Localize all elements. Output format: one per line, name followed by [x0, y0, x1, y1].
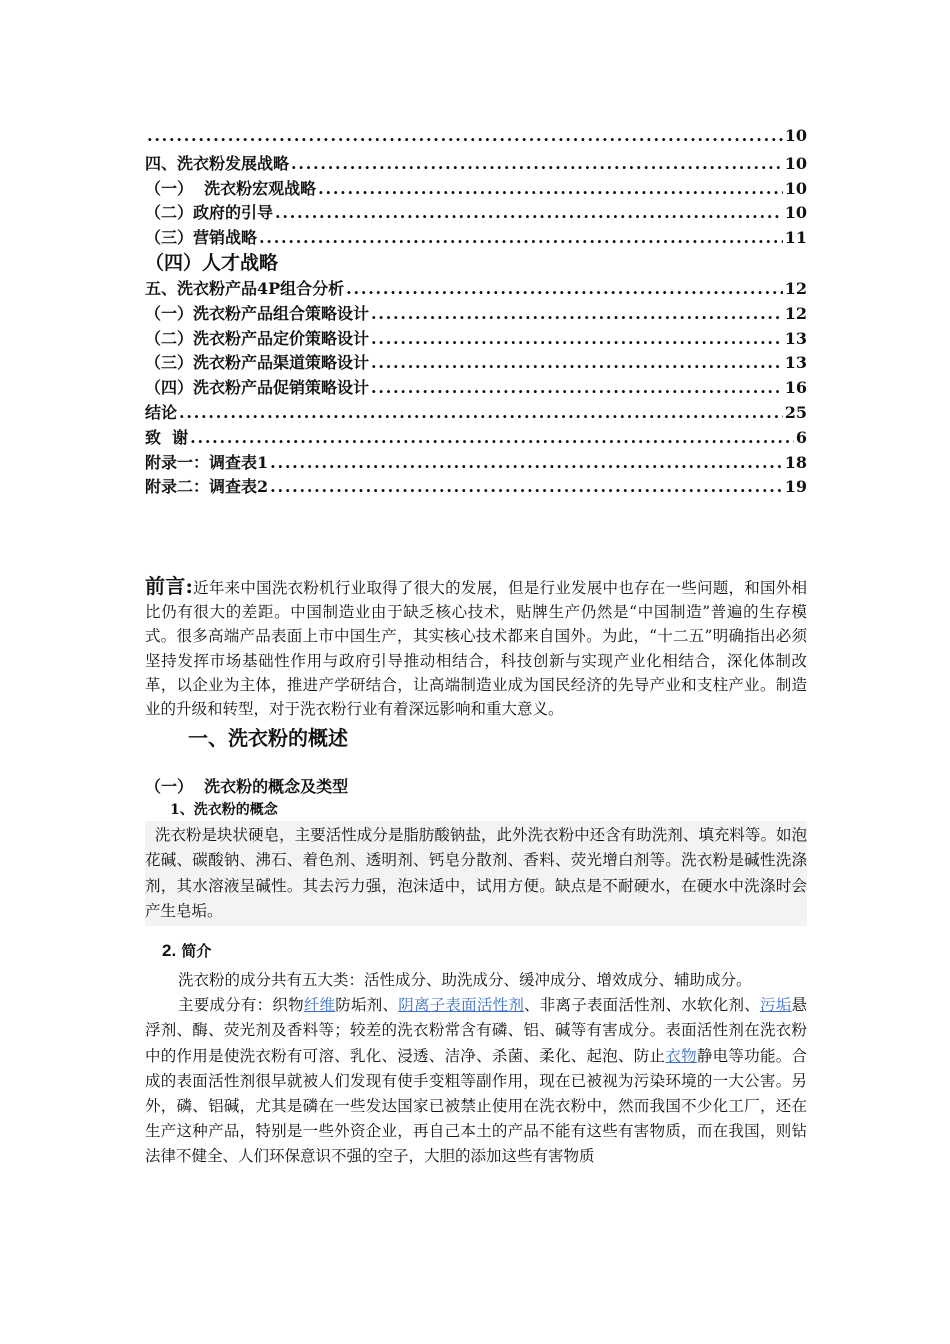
- toc-entry-page: 11: [784, 228, 807, 248]
- text-run: 防垢剂、: [335, 996, 399, 1015]
- preface-paragraph: [145, 574, 807, 721]
- toc-entry-title: （三）营销战略: [145, 228, 258, 248]
- subsubsection-title: 1、洗衣粉的概念: [170, 802, 278, 818]
- toc-entry-title: 结论: [145, 402, 178, 422]
- intro-heading-number: 2.: [162, 941, 177, 960]
- intro-body: [145, 968, 807, 1170]
- link-clothing[interactable]: 衣物: [665, 1046, 697, 1065]
- link-anionic-surfactant[interactable]: 阴离子表面活性剂: [398, 996, 525, 1015]
- toc-entry[interactable]: [145, 326, 807, 351]
- toc-entry[interactable]: [145, 151, 807, 176]
- text-run: 主要成分有：织物: [178, 996, 304, 1015]
- toc-leader: [371, 378, 783, 397]
- toc-entry-page: 19: [784, 477, 807, 497]
- text-run: 悬浮剂、酶、荧光剂及香料等；较差的洗衣粉常含有磷、铝、碱等有害成分。表面活性剂在洗衣粉中的作用是使洗衣粉有可溶、乳化、浸透、洁净、杀菌、柔化、起泡、防止: [145, 996, 807, 1065]
- toc-leader: [270, 453, 783, 472]
- toc-entry-title: 附录一：调查表1: [145, 452, 269, 472]
- text-run: 静电等功能。合成的表面活性剂很早就被人们发现有使手变粗等副作用，现在已被视为污染环境的一大公害。另外，磷、铝碱，尤其是磷在一些发达国家已被禁止使用在洗衣粉中，然而我国不少化工厂，还在生产这种产品，特别是一些外资企业，再自己本土的产品不能有这些有害物质，而在我国，则钻法律不健全、人们环保意识不强的空子，大胆的添加这些有害物质: [145, 1046, 807, 1166]
- toc-entry-title: （二）洗衣粉产品定价策略设计: [145, 328, 370, 348]
- toc-entry-page: 10: [784, 153, 807, 173]
- toc-entry[interactable]: [145, 276, 807, 301]
- toc-entry-title: （三）洗衣粉产品渠道策略设计: [145, 353, 370, 373]
- toc-entry-title: 五、洗衣粉产品4P组合分析: [145, 278, 345, 298]
- toc-entry[interactable]: [145, 350, 807, 375]
- toc-leader: [275, 203, 783, 222]
- text-run: 、非离子表面活性剂、水软化剂、: [524, 996, 760, 1015]
- toc-entry-page: 10: [784, 126, 807, 145]
- toc-entry[interactable]: [145, 450, 807, 475]
- toc-entry-title: （一） 洗衣粉宏观战略: [145, 178, 317, 198]
- intro-heading-label: 简介: [176, 942, 212, 960]
- toc-entry-title: 致 谢: [145, 427, 189, 447]
- toc-entry[interactable]: [145, 425, 807, 450]
- toc-leader: [179, 403, 783, 422]
- toc-entry[interactable]: [145, 400, 807, 425]
- toc-entry-page: 10: [784, 203, 807, 223]
- toc-entry-title: （一）洗衣粉产品组合策略设计: [145, 303, 370, 323]
- toc-leader: [190, 428, 794, 447]
- intro-paragraph-1: 洗衣粉的成分共有五大类：活性成分、助洗成分、缓冲成分、增效成分、辅助成分。: [178, 971, 752, 989]
- link-dirt[interactable]: 污垢: [759, 996, 792, 1015]
- preface-text: 近年来中国洗衣粉机行业取得了很大的发展，但是行业发展中也存在一些问题，和国外相比仍有很大的差距。中国制造业由于缺乏核心技术，贴牌生产仍然是“中国制造”普遍的生存模式。很多高端产品表面上市中国生产，其实核心技术都来自国外。为此，“十二五”明确指出必须坚持发挥市场基础性作用与政府引导推动相结合，科技创新与实现产业化相结合，深化体制改革，以企业为主体，推进产学研结合，让高端制造业成为国民经济的先导产业和支柱产业。制造业的升级和转型，对于洗衣粉行业有着深远影响和重大意义。: [145, 579, 807, 719]
- toc-leader: [346, 279, 783, 298]
- toc-leader: [371, 353, 783, 372]
- toc-entry-page: 25: [784, 402, 807, 422]
- toc-entry-title: 四、洗衣粉发展战略: [145, 153, 290, 173]
- toc-entry-page: 6: [795, 427, 807, 447]
- toc-entry[interactable]: [145, 474, 807, 499]
- toc-leader: [291, 154, 783, 173]
- intro-heading: [162, 940, 211, 961]
- concept-paragraph: 洗衣粉是块状硬皂，主要活性成分是脂肪酸钠盐，此外洗衣粉中还含有助洗剂、填充料等。如泡花碱、碳酸钠、沸石、着色剂、透明剂、钙皂分散剂、香料、荧光增白剂等。洗衣粉是碱性洗涤剂，其水溶液呈碱性。其去污力强，泡沫适中，试用方便。缺点是不耐硬水，在硬水中洗涤时会产生皂垢。: [145, 821, 807, 926]
- toc-entry-title: （四）洗衣粉产品促销策略设计: [145, 378, 370, 398]
- section-title: 一、洗衣粉的概述: [188, 726, 348, 750]
- toc-entry-page: 13: [784, 328, 807, 348]
- toc-leader: [371, 304, 783, 323]
- toc-entry-page: 10: [784, 178, 807, 198]
- toc-entry-title: （二）政府的引导: [145, 203, 274, 223]
- intro-paragraph-2: [145, 993, 807, 1169]
- toc-entry[interactable]: [145, 375, 807, 400]
- toc-leader: [270, 477, 783, 496]
- subsection-title: （一） 洗衣粉的概念及类型: [145, 777, 349, 796]
- toc-leader: [371, 329, 783, 348]
- toc-entry[interactable]: [145, 176, 807, 201]
- toc-entry[interactable]: [145, 225, 807, 250]
- toc-entry-page: 12: [784, 278, 807, 298]
- toc-entry-page: 12: [784, 303, 807, 323]
- table-of-contents: [145, 126, 807, 499]
- toc-entry-heading[interactable]: （四）人才战略: [145, 251, 279, 274]
- toc-entry[interactable]: [145, 200, 807, 225]
- preface-heading: 前言:: [145, 574, 193, 598]
- toc-entry-page: 13: [784, 353, 807, 373]
- toc-entry[interactable]: [145, 126, 807, 151]
- toc-leader: [259, 228, 783, 247]
- toc-leader: [147, 126, 783, 145]
- toc-entry-page: 18: [784, 452, 807, 472]
- link-fiber[interactable]: 纤维: [303, 996, 336, 1015]
- toc-entry[interactable]: [145, 301, 807, 326]
- toc-entry-page: 16: [784, 378, 807, 398]
- toc-entry-title: 附录二：调查表2: [145, 477, 269, 497]
- toc-leader: [318, 179, 783, 198]
